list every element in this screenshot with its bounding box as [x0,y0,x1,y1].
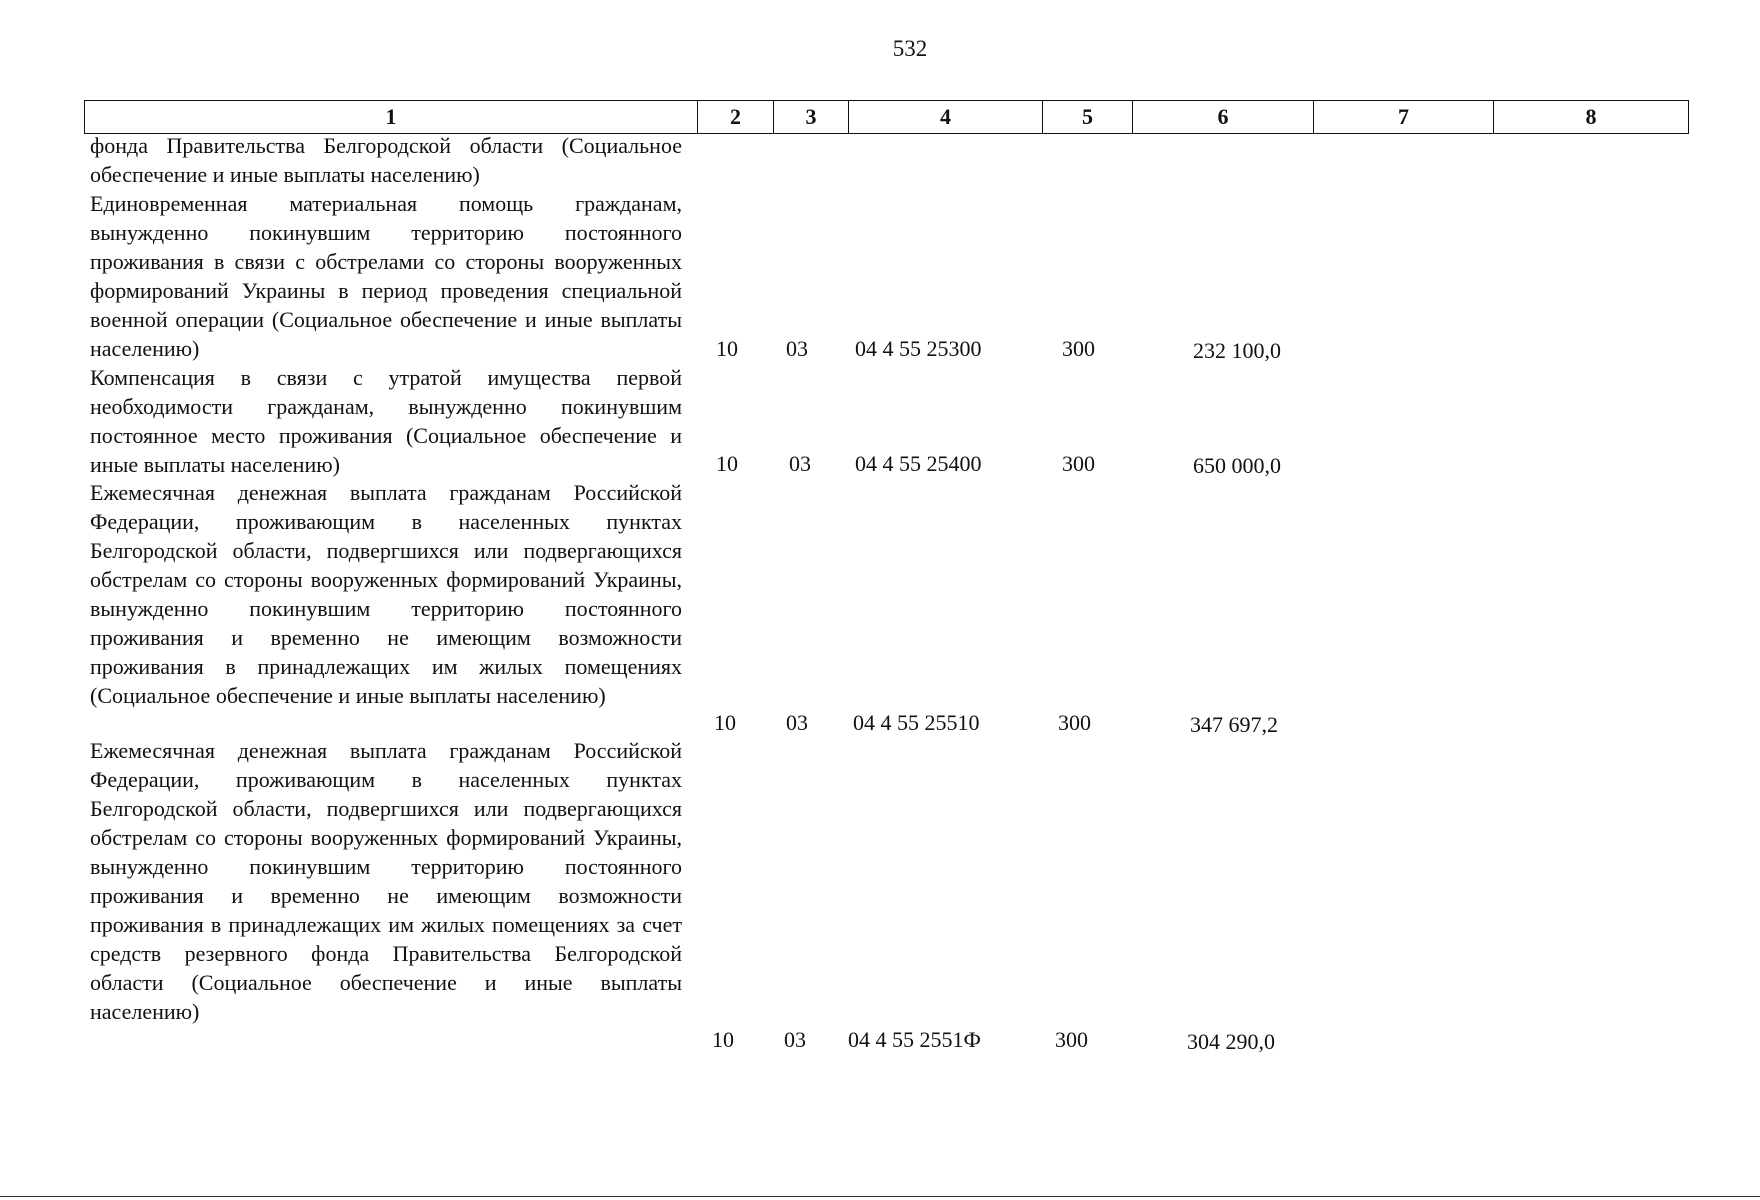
table-cell-subsection: 03 [784,1027,806,1052]
table-row-description: Ежемесячная денежная выплата гражданам Российской Федерации, проживающим в населенных пунктах Белгородской области, подвергшихся или подвергающихся обстрелам со стороны вооруженных формирований Украины, вынужденно покинувшим территорию постоянного проживания и временно не имеющим возможности проживания в принадлежащих им жилых помещениях (Социальное обеспечение и иные выплаты населению) [90,480,682,708]
table-row-description: Компенсация в связи с утратой имущества первой необходимости гражданам, вынужденно покинувшим постоянное место проживания (Социальное обеспечение и иные выплаты населению) [90,365,682,477]
page-bottom-rule [0,1196,1760,1197]
table-cell-expense-type: 300 [1062,451,1095,476]
column-header-2: 2 [698,101,774,134]
column-header-4: 4 [849,101,1043,134]
column-header-3: 3 [774,101,849,134]
table-cell-section: 10 [716,336,738,361]
table-cell-amount: 304 290,0 [1187,1029,1275,1054]
table-cell-amount: 650 000,0 [1193,453,1281,478]
table-cell-target-code: 04 4 55 25510 [853,710,980,735]
column-header-8: 8 [1494,101,1689,134]
table-row-description: Ежемесячная денежная выплата гражданам Российской Федерации, проживающим в населенных пунктах Белгородской области, подвергшихся или подвергающихся обстрелам со стороны вооруженных формирований Украины, вынужденно покинувшим территорию постоянного проживания и временно не имеющим возможности проживания в принадлежащих им жилых помещениях за счет средств резервного фонда Правительства Белгородской области (Социальное обеспечение и иные выплаты населению) [90,738,682,1024]
table-cell-expense-type: 300 [1058,710,1091,735]
table-cell-target-code: 04 4 55 25400 [855,451,982,476]
table-cell-expense-type: 300 [1062,336,1095,361]
table-cell-section: 10 [716,451,738,476]
table-cell-subsection: 03 [786,710,808,735]
table-cell-subsection: 03 [786,336,808,361]
table-cell-subsection: 03 [789,451,811,476]
page-number: 532 [892,36,928,61]
table-row-description: Единовременная материальная помощь гражданам, вынужденно покинувшим территорию постоянного проживания в связи с обстрелами со стороны вооруженных формирований Украины в период проведения специальной военной операции (Социальное обеспечение и иные выплаты населению) [90,191,682,361]
table-cell-section: 10 [712,1027,734,1052]
column-header-7: 7 [1314,101,1494,134]
column-header-1: 1 [85,101,698,134]
column-header-6: 6 [1133,101,1314,134]
table-row-description: фонда Правительства Белгородской области (Социальное обеспечение и иные выплаты населению) [90,133,682,187]
table-cell-amount: 232 100,0 [1193,338,1281,363]
table-cell-amount: 347 697,2 [1190,712,1278,737]
table-cell-target-code: 04 4 55 25300 [855,336,982,361]
table-header [84,100,1689,134]
table-cell-section: 10 [714,710,736,735]
table-cell-expense-type: 300 [1055,1027,1088,1052]
column-header-5: 5 [1043,101,1133,134]
table-cell-target-code: 04 4 55 2551Ф [848,1027,981,1052]
